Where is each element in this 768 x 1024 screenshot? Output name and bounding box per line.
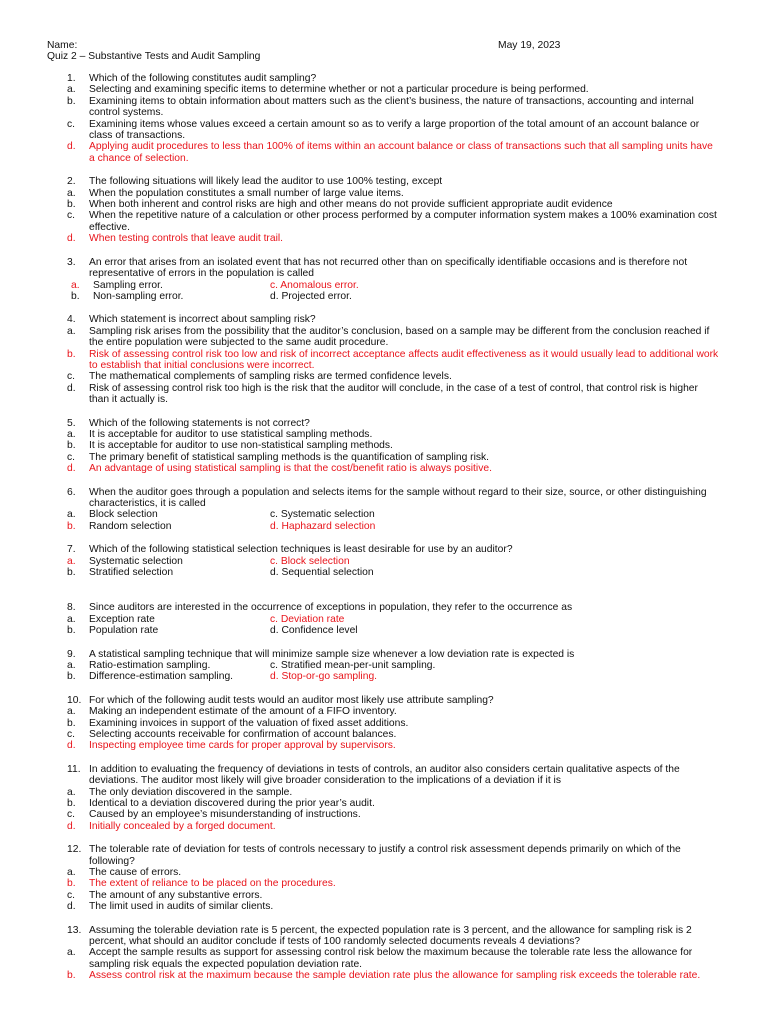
- option-c-answer: c. Deviation rate: [270, 613, 345, 625]
- question-text: The following situations will likely lead the auditor to use 100% testing, except: [89, 176, 443, 188]
- option-letter: c.: [67, 889, 76, 901]
- option-letter: b.: [67, 671, 76, 683]
- option-letter: c.: [67, 728, 76, 740]
- option-d: d. Confidence level: [270, 625, 358, 637]
- option-c-answer: c. Block selection: [270, 555, 350, 567]
- option-a: The only deviation discovered in the sample.: [89, 786, 293, 798]
- question-number: 3.: [67, 256, 76, 268]
- option-a: Block selection: [89, 509, 158, 521]
- question-text: For which of the following audit tests would an auditor most likely use attribute sampling?: [89, 694, 494, 706]
- question-number: 7.: [67, 544, 76, 556]
- option-c: c. Systematic selection: [270, 509, 375, 521]
- option-c: Selecting accounts receivable for confirmation of account balances.: [89, 728, 397, 740]
- question-text: A statistical sampling technique that will minimize sample size whenever a low deviation rate is expected is: [89, 648, 575, 660]
- option-letter: b.: [67, 797, 76, 809]
- option-b: Random selection: [89, 520, 172, 532]
- option-letter: d.: [67, 820, 76, 832]
- question-11: [0, 764, 768, 832]
- option-letter: c.: [67, 809, 76, 821]
- option-b-answer: Assess control risk at the maximum because the sample deviation rate plus the allowance for sampling risk exceeds the tolerable rate.: [89, 970, 701, 982]
- option-a: Making an independent estimate of the amount of a FIFO inventory.: [89, 706, 397, 718]
- option-letter: b.: [67, 348, 76, 360]
- question-8: [0, 602, 768, 636]
- question-text: Which statement is incorrect about sampling risk?: [89, 314, 316, 326]
- option-letter: a.: [67, 706, 76, 718]
- option-letter: a.: [67, 325, 76, 337]
- question-12: [0, 844, 768, 912]
- option-letter: b.: [67, 520, 76, 532]
- option-a: Sampling error.: [93, 279, 163, 291]
- option-a: Ratio-estimation sampling.: [89, 659, 211, 671]
- option-letter: c.: [67, 210, 76, 222]
- option-b: Identical to a deviation discovered during the prior year’s audit.: [89, 797, 375, 809]
- option-d-answer: Inspecting employee time cards for proper approval by supervisors.: [89, 740, 396, 752]
- option-b: Population rate: [89, 625, 159, 637]
- option-c: When the repetitive nature of a calculation or other process performed by a computer information system makes a 100% examination cost effective.: [89, 210, 717, 233]
- option-letter: a.: [67, 428, 76, 440]
- option-b: When both inherent and control risks are high and other means do not provide sufficient appropriate audit evidence: [89, 199, 613, 211]
- header: [47, 40, 728, 63]
- question-text: Which of the following statements is not correct?: [89, 417, 310, 429]
- option-c: Examining items whose values exceed a certain amount so as to verify a large proportion of the total amount of an account balance or class of transactions.: [89, 118, 700, 142]
- date: May 19, 2023: [498, 40, 561, 51]
- question-number: 10.: [67, 694, 82, 706]
- question-1: [0, 73, 768, 164]
- question-5: [0, 418, 768, 475]
- option-letter: d.: [67, 901, 76, 913]
- question-text: Which of the following statistical selection techniques is least desirable for use by an auditor?: [89, 544, 513, 556]
- option-letter: a.: [67, 867, 76, 878]
- option-letter: b.: [67, 717, 76, 729]
- question-number: 4.: [67, 314, 76, 326]
- option-d-answer: d. Stop-or-go sampling.: [270, 671, 378, 683]
- option-letter: a.: [67, 187, 76, 199]
- option-c: The primary benefit of statistical sampling methods is the quantification of sampling risk.: [89, 451, 490, 463]
- option-letter: a.: [67, 613, 76, 625]
- option-letter: b.: [67, 440, 76, 452]
- question-number: 12.: [67, 844, 82, 856]
- question-2: [0, 176, 768, 244]
- option-b-answer: The extent of reliance to be placed on the procedures.: [89, 878, 336, 890]
- option-d: The limit used in audits of similar clients.: [89, 901, 274, 913]
- option-letter: b.: [67, 566, 76, 578]
- option-a: Exception rate: [89, 613, 155, 625]
- question-text: Since auditors are interested in the occurrence of exceptions in population, they refer to the occurrence as: [89, 602, 573, 614]
- option-d: d. Projected error.: [270, 290, 352, 302]
- option-letter: c.: [67, 371, 76, 383]
- option-d-answer: An advantage of using statistical sampling is that the cost/benefit ratio is always positive.: [89, 463, 492, 475]
- option-b: Examining items to obtain information about matters such as the client’s business, the nature of transactions, accounting and internal control systems.: [89, 95, 694, 119]
- question-text: The tolerable rate of deviation for tests of controls necessary to justify a control risk assessment depends primarily on which of the following?: [89, 844, 681, 867]
- question-number: 2.: [67, 176, 76, 188]
- question-text: When the auditor goes through a population and selects items for the sample without regard to their size, source, or other distinguishing characteristics, it is called: [89, 486, 707, 509]
- option-b: Difference-estimation sampling.: [89, 671, 234, 683]
- question-text: An error that arises from an isolated event that has not recurred other than on specifically identifiable occasions and is therefore not representative of errors in the population is called: [89, 256, 688, 280]
- option-c: The mathematical complements of sampling risks are termed confidence levels.: [89, 371, 452, 383]
- option-letter: d.: [67, 141, 76, 153]
- option-d: Risk of assessing control risk too high is the risk that the auditor will conclude, in the case of a test of control, that control risk is higher than it actually is.: [89, 382, 698, 406]
- option-letter: b.: [71, 290, 80, 302]
- option-letter: d.: [67, 382, 76, 394]
- option-letter: a.: [71, 279, 80, 291]
- question-9: [0, 649, 768, 683]
- question-4: [0, 314, 768, 405]
- option-a: Selecting and examining specific items to determine whether or not a particular procedure is being performed.: [89, 84, 589, 96]
- option-b: It is acceptable for auditor to use non-statistical sampling methods.: [89, 440, 393, 452]
- option-c: The amount of any substantive errors.: [89, 889, 263, 901]
- option-d-answer: When testing controls that leave audit trail.: [89, 233, 284, 245]
- option-letter: b.: [67, 625, 76, 637]
- option-letter: b.: [67, 199, 76, 211]
- option-a: Sampling risk arises from the possibility that the auditor’s conclusion, based on a sample may be different from the conclusion reached if the entire population were subjected to the same audit procedure.: [89, 325, 710, 349]
- option-letter: a.: [67, 947, 76, 959]
- question-3: [0, 257, 768, 303]
- option-a: When the population constitutes a small number of large value items.: [89, 187, 404, 199]
- question-number: 6.: [67, 486, 76, 498]
- question-number: 5.: [67, 417, 76, 429]
- option-letter: d.: [67, 233, 76, 245]
- option-c: c. Stratified mean-per-unit sampling.: [270, 659, 436, 671]
- option-letter: a.: [67, 659, 76, 671]
- question-10: [0, 695, 768, 752]
- option-letter: d.: [67, 463, 76, 475]
- option-letter: d.: [67, 740, 76, 752]
- question-text: Which of the following constitutes audit sampling?: [89, 73, 317, 84]
- question-number: 13.: [67, 924, 82, 936]
- option-letter: a.: [67, 509, 76, 521]
- quiz-title: Quiz 2 – Substantive Tests and Audit Sampling: [47, 51, 261, 63]
- question-number: 1.: [67, 73, 76, 84]
- option-letter: c.: [67, 118, 76, 130]
- option-letter: b.: [67, 95, 76, 107]
- name-label: Name:: [47, 40, 78, 51]
- option-b: Non-sampling error.: [93, 290, 184, 302]
- option-letter: b.: [67, 878, 76, 890]
- option-d-answer: Applying audit procedures to less than 100% of items within an account balance or class of transactions such that all sampling units have a chance of selection.: [89, 141, 713, 164]
- option-a: The cause of errors.: [89, 867, 182, 878]
- question-number: 9.: [67, 648, 76, 660]
- option-b: Stratified selection: [89, 566, 174, 578]
- question-13: [0, 925, 768, 982]
- question-text: Assuming the tolerable deviation rate is 5 percent, the expected population rate is 3 percent, and the allowance for sampling risk is 2 percent, what should an auditor conclude if tests of 100 randomly selected documents reveals 4 deviations?: [89, 924, 692, 948]
- option-b: Examining invoices in support of the valuation of fixed asset additions.: [89, 717, 409, 729]
- question-text: In addition to evaluating the frequency of deviations in tests of controls, an auditor also considers certain qualitative aspects of the deviations. The auditor most likely will give broader consideration to the implications of a deviation if it is: [89, 763, 680, 787]
- option-a: It is acceptable for auditor to use statistical sampling methods.: [89, 428, 373, 440]
- option-a: Accept the sample results as support for assessing control risk below the maximum because the tolerable rate less the allowance for sampling risk equals the expected population deviation rate.: [89, 947, 693, 970]
- question-6: [0, 487, 768, 533]
- option-a: Systematic selection: [89, 555, 183, 567]
- option-letter: a.: [67, 555, 76, 567]
- option-d-answer: d. Haphazard selection: [270, 520, 376, 532]
- question-number: 8.: [67, 602, 76, 614]
- option-letter: a.: [67, 786, 76, 798]
- question-list: [0, 73, 768, 994]
- option-letter: c.: [67, 451, 76, 463]
- option-c: Caused by an employee’s misunderstanding of instructions.: [89, 809, 361, 821]
- option-letter: a.: [67, 84, 76, 96]
- option-d: d. Sequential selection: [270, 566, 374, 578]
- option-d-answer: Initially concealed by a forged document.: [89, 820, 276, 832]
- option-letter: b.: [67, 970, 76, 982]
- question-number: 11.: [67, 763, 81, 775]
- option-c-answer: c. Anomalous error.: [270, 279, 359, 291]
- question-7: [0, 544, 768, 578]
- option-b-answer: Risk of assessing control risk too low and risk of incorrect acceptance affects audit effectiveness as it would usually lead to additional work to establish that initial conclusions were incorrect.: [89, 348, 719, 371]
